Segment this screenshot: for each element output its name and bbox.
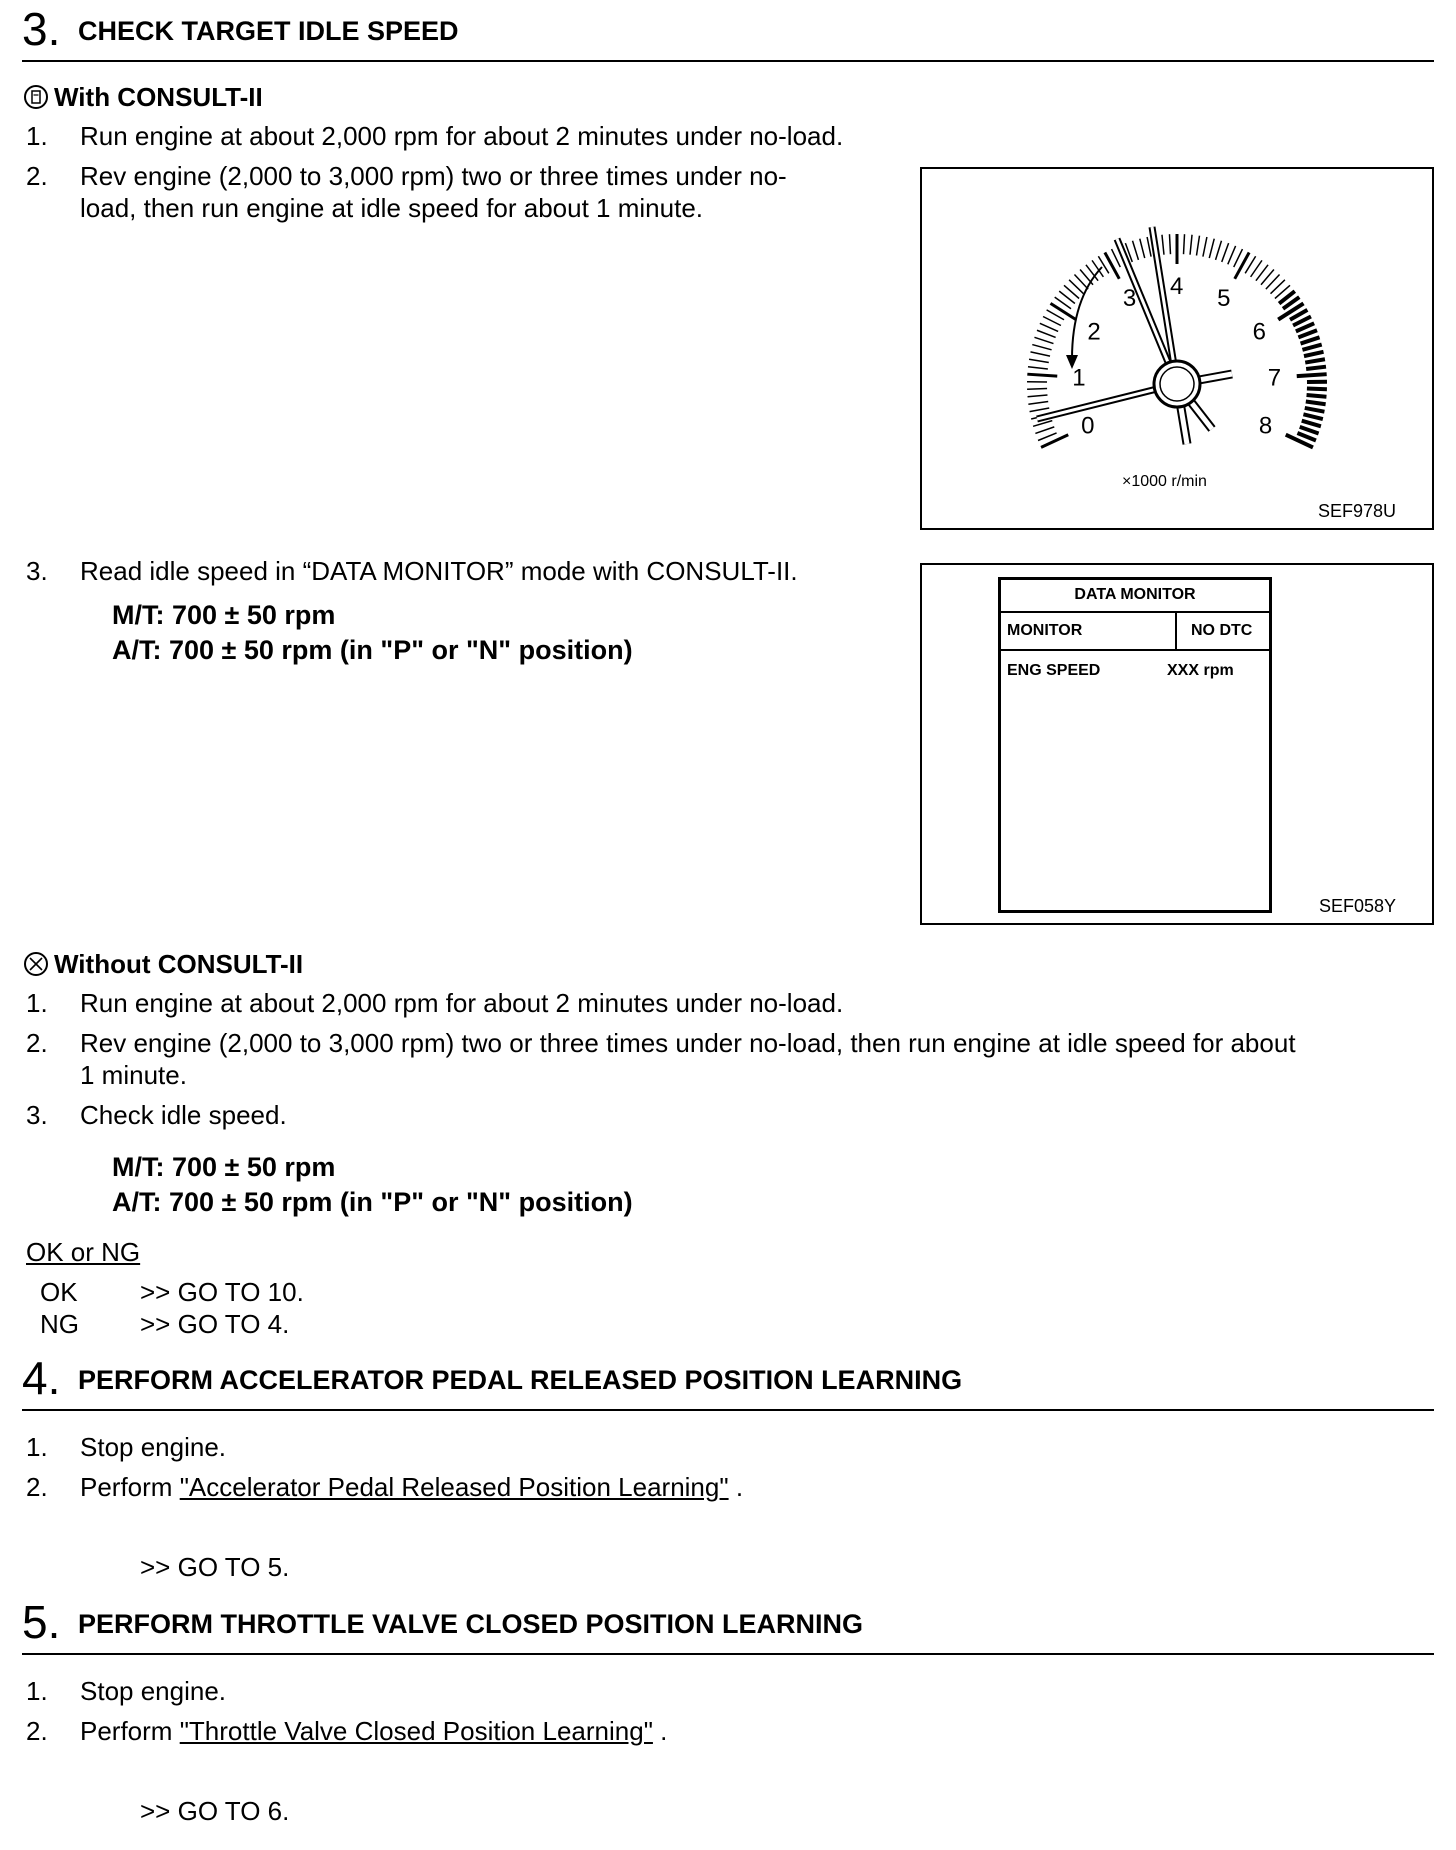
- tachometer-tick: [1033, 421, 1052, 427]
- step-5-item-2: Perform "Throttle Valve Closed Position Learning" .: [80, 1716, 668, 1746]
- list-number: 2.: [26, 161, 48, 191]
- step-4-item-2: Perform "Accelerator Pedal Released Position Learning" .: [80, 1472, 744, 1502]
- tachometer-tick: [1222, 243, 1229, 262]
- tachometer-number: 6: [1252, 318, 1267, 346]
- spec-mt: M/T: 700 ± 50 rpm: [112, 1152, 336, 1182]
- step-4-item-1: Stop engine.: [80, 1432, 227, 1462]
- without-consult-item-3: Check idle speed.: [80, 1100, 287, 1130]
- monitor-column-label: MONITOR: [1007, 622, 1083, 639]
- tachometer-tick: [1169, 234, 1170, 254]
- without-consult-item-2-line2: 1 minute.: [80, 1060, 187, 1090]
- step-3-number: 3.: [22, 3, 61, 55]
- tachometer-number: 7: [1267, 364, 1282, 392]
- tachometer-number: 3: [1122, 285, 1137, 313]
- tachometer-tick: [1028, 367, 1048, 369]
- step-3-title: CHECK TARGET IDLE SPEED: [78, 16, 459, 46]
- data-monitor-title: DATA MONITOR: [1074, 586, 1196, 603]
- tachometer-tick: [1305, 408, 1325, 412]
- tachometer-tick: [1304, 352, 1324, 356]
- step-4-number: 4.: [22, 1352, 61, 1404]
- accelerator-pedal-learning-link[interactable]: "Accelerator Pedal Released Position Learning": [179, 1472, 729, 1502]
- tachometer-tick: [1030, 352, 1050, 356]
- spec-at: A/T: 700 ± 50 rpm (in "P" or "N" position): [112, 1187, 633, 1217]
- tachometer-tick: [1041, 435, 1068, 448]
- tachometer-tick: [1027, 374, 1057, 376]
- ok-goto: >> GO TO 10.: [140, 1277, 304, 1307]
- tachometer-number: 8: [1258, 412, 1273, 440]
- tachometer-tick: [1050, 303, 1075, 319]
- list-number: 2.: [26, 1028, 48, 1058]
- list-number: 1.: [26, 121, 48, 151]
- no-consult-icon: [24, 952, 48, 976]
- tachometer-tick: [1040, 323, 1058, 331]
- without-consult-heading: Without CONSULT-II: [24, 949, 303, 979]
- tachometer-tick: [1147, 237, 1151, 257]
- list-number: 1.: [26, 988, 48, 1018]
- tachometer-number: 1: [1072, 364, 1086, 392]
- tachometer-tick: [1184, 234, 1185, 254]
- tachometer-tick: [1307, 389, 1327, 390]
- tachometer-tick: [1105, 252, 1119, 278]
- consult-tool-icon: [24, 85, 48, 109]
- tachometer-tick: [1228, 246, 1236, 264]
- tachometer-tick: [1043, 316, 1061, 325]
- tachometer-tick: [1216, 241, 1222, 260]
- eng-speed-label: ENG SPEED: [1007, 662, 1101, 679]
- data-monitor-figure: [920, 563, 1434, 925]
- spec-at: A/T: 700 ± 50 rpm (in "P" or "N" position): [112, 635, 633, 665]
- tachometer-tick: [1301, 337, 1320, 343]
- tachometer-tick: [1209, 239, 1214, 258]
- tachometer-tick: [1140, 239, 1145, 258]
- tachometer-number: 5: [1217, 285, 1231, 313]
- step-3-divider: [22, 60, 1434, 62]
- ng-key: NG: [40, 1309, 79, 1339]
- with-consult-item-2-line2: load, then run engine at idle speed for about 1 minute.: [80, 193, 703, 223]
- step-5-item-1: Stop engine.: [80, 1676, 227, 1706]
- list-number: 3.: [26, 556, 48, 586]
- tachometer-tick: [1306, 367, 1326, 369]
- ok-or-ng-label: OK or NG: [26, 1237, 141, 1267]
- spec-mt: M/T: 700 ± 50 rpm: [112, 600, 336, 630]
- with-consult-item-3: Read idle speed in “DATA MONITOR” mode with CONSULT-II.: [80, 556, 798, 586]
- tachometer-tick: [1303, 414, 1322, 419]
- step-4-title: PERFORM ACCELERATOR PEDAL RELEASED POSITION LEARNING: [78, 1365, 963, 1395]
- eng-speed-value: XXX rpm: [1167, 662, 1234, 679]
- tachometer-number: 0: [1081, 412, 1095, 440]
- tachometer-tick: [1203, 237, 1207, 257]
- step-5-title: PERFORM THROTTLE VALVE CLOSED POSITION LEARNING: [78, 1609, 864, 1639]
- tachometer-tick: [1034, 337, 1053, 343]
- tachometer-tick: [1196, 236, 1199, 256]
- tachometer-tick: [1032, 345, 1051, 350]
- tachometer-tick: [1190, 235, 1192, 255]
- step-4-goto: >> GO TO 5.: [140, 1552, 290, 1582]
- tachometer-tick: [1305, 359, 1325, 362]
- tachometer-tick: [1035, 427, 1054, 434]
- tachometer-scale-label: ×1000 r/min: [1122, 473, 1207, 490]
- tachometer-tick: [1300, 427, 1319, 434]
- tachometer-tick: [1028, 402, 1048, 405]
- step-5-goto: >> GO TO 6.: [140, 1796, 290, 1826]
- step-5-number: 5.: [22, 1596, 61, 1648]
- list-number: 2.: [26, 1472, 48, 1502]
- no-dtc-label: NO DTC: [1191, 622, 1253, 639]
- data-monitor-screen: [998, 577, 1272, 913]
- list-number: 2.: [26, 1716, 48, 1746]
- tachometer-number: 4: [1170, 273, 1184, 300]
- tachometer-tick: [1037, 330, 1056, 337]
- ng-goto: >> GO TO 4.: [140, 1309, 290, 1339]
- list-number: 1.: [26, 1676, 48, 1706]
- step-4-divider: [22, 1409, 1434, 1411]
- figure-2-caption: SEF058Y: [1318, 896, 1396, 916]
- tachometer-tick: [1307, 395, 1327, 397]
- with-consult-item-1: Run engine at about 2,000 rpm for about 2 minutes under no-load.: [80, 121, 844, 151]
- tachometer-illustration: [922, 169, 1432, 528]
- figure-1-caption: SEF978U: [1317, 501, 1396, 521]
- tachometer-number: 2: [1087, 318, 1101, 346]
- ok-key: OK: [40, 1277, 78, 1307]
- throttle-valve-learning-link[interactable]: "Throttle Valve Closed Position Learning": [179, 1716, 653, 1746]
- tachometer-tick: [1162, 235, 1164, 255]
- step-5-divider: [22, 1653, 1434, 1655]
- tachometer-figure: [920, 167, 1434, 530]
- tachometer-tick: [1030, 408, 1050, 412]
- tachometer-tick: [1235, 252, 1249, 278]
- list-number: 3.: [26, 1100, 48, 1130]
- tachometer-tick: [1302, 421, 1321, 427]
- without-consult-item-2-line1: Rev engine (2,000 to 3,000 rpm) two or three times under no-load, then run engine at idle speed for about: [80, 1028, 1296, 1058]
- tachometer-tick: [1298, 330, 1317, 337]
- tachometer-tick: [1028, 395, 1048, 397]
- with-consult-item-2-line1: Rev engine (2,000 to 3,000 rpm) two or three times under no-: [80, 161, 787, 191]
- tachometer-tick: [1297, 374, 1327, 376]
- tachometer-tick: [1038, 433, 1057, 441]
- list-number: 1.: [26, 1432, 48, 1462]
- with-consult-heading: With CONSULT-II: [24, 82, 263, 112]
- without-consult-item-1: Run engine at about 2,000 rpm for about 2 minutes under no-load.: [80, 988, 844, 1018]
- tachometer-tick: [1133, 241, 1139, 260]
- tachometer-tick: [1029, 359, 1049, 362]
- tachometer-tick: [1302, 345, 1321, 350]
- tachometer-tick: [1027, 389, 1047, 390]
- tachometer-tick: [1306, 402, 1326, 405]
